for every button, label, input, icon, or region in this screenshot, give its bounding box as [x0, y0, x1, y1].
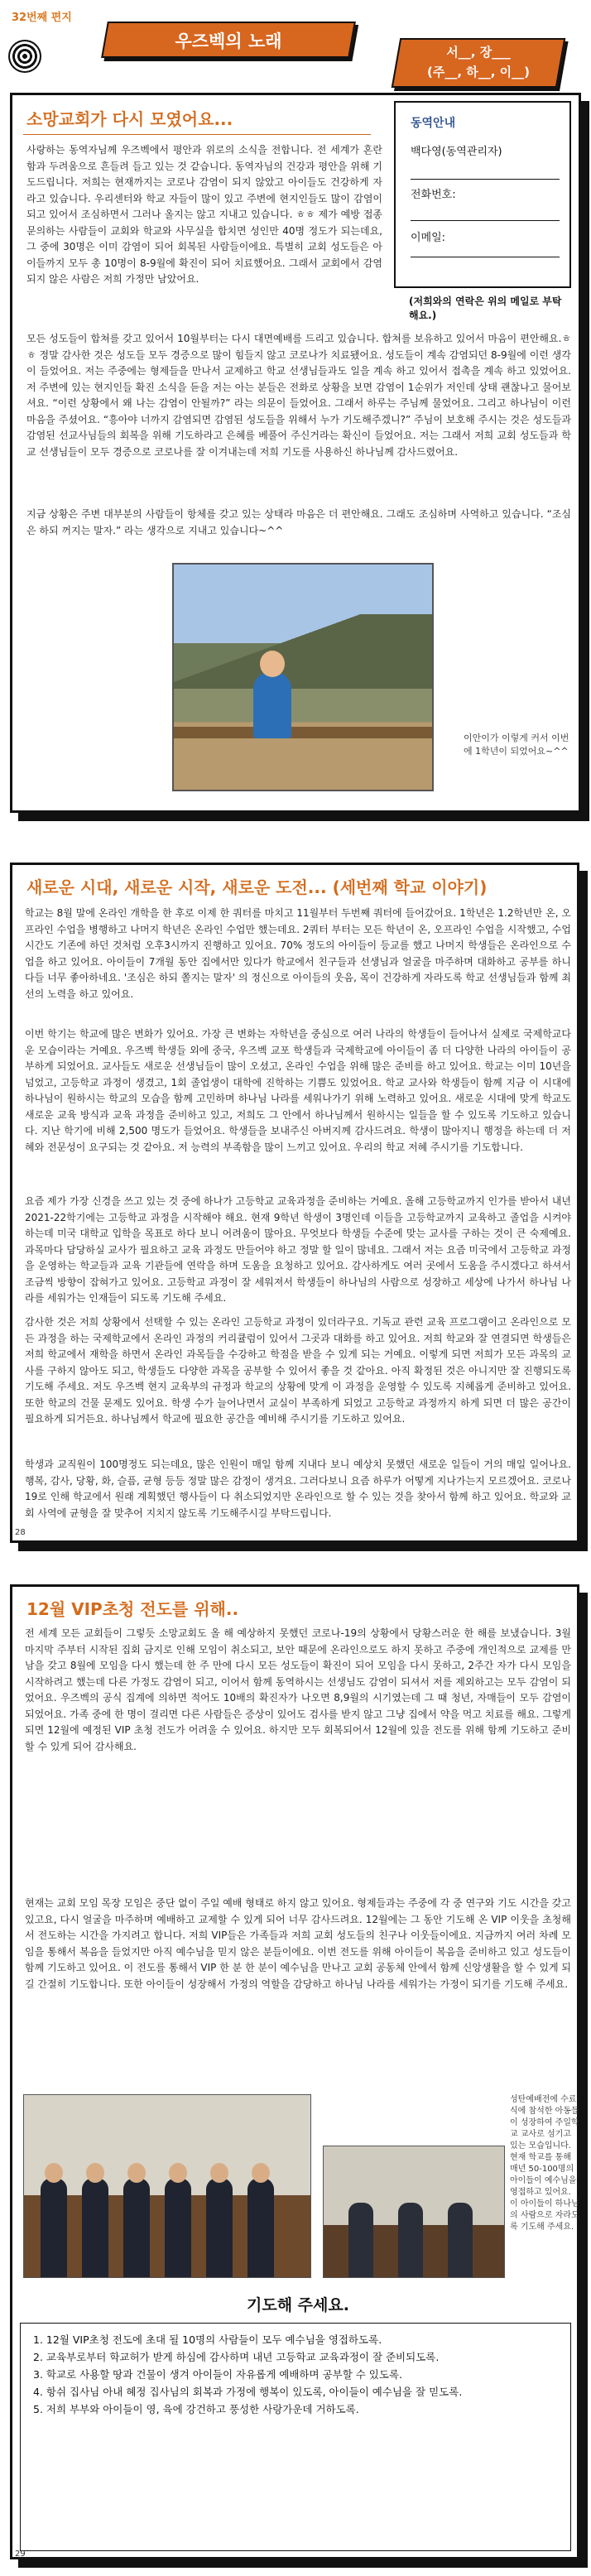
- section1-headline: 소망교회가 다시 모였어요...: [26, 109, 233, 129]
- prayer-item: 1. 12월 VIP초청 전도에 초대 될 10명의 사람들이 모두 예수님을 영접하도록.: [33, 2333, 382, 2346]
- page-title: 우즈벡의 노래: [175, 31, 282, 51]
- photo-child-head: [260, 651, 285, 677]
- section3-paragraph-2: 현재는 교회 모임 목장 모임은 중단 없이 주일 예배 형태로 하지 않고 있어요. 형제들과는 주중에 각 중 연구와 기도 시간을 갖고 있고요, 다시 얼굴을 마주하며 예배하고 교제할 수 있게 되어 너무 감사드려요. 12월에는 그 동안 기도해 온 VIP 이웃을 초청해서 전도하는 시간을 가지려고 합니다. 저희 VIP들은 가족들과 저희 교회 성도들의 친구나 이웃들이에요. 지금까지 여러 차례 모임을 통해서 복음을 들었지만 아직 예수님을 믿지 않은 분들이에요. 이번 전도를 위해 아이들이 복음을 준비하고 있고 성도들이 함께 기도하고 있어요. 이 전도를 통해서 VIP 한 분 한 분이 예수님을 만나고 교회 공동체 안에서 함께 신앙생활을 할 수 있게 되길 간절히 기도합니다. 또한 아이들이 성장해서 가정의 역할을 감당하고 하나님 나라를 세워가는 가정이 되기를 기도해 주세요.: [25, 1897, 571, 1990]
- headline-underline: [23, 134, 371, 135]
- section2-paragraph-3: 요즘 제가 가장 신경을 쓰고 있는 것 중에 하나가 고등학교 교육과정을 준비하는 거예요. 올해 고등학교까지 인가를 받아서 내년 2021-22학기에는 고등학교 과정을 시작해야 해요. 현재 9학년 학생이 3명인데 이들을 고등학교까지 교육하고 졸업을 시켜야 하는데 미국 대학교 입학을 목표로 하다 보니 어려움이 많아요. 무엇보다 학생들 수준에 맞는 교사를 구하는 것이 큰 숙제예요. 과목마다 담당하실 교사가 필요하고 교육 과정도 만들어야 하고 정말 할 일이 많네요. 그래서 저는 요즘 미국에서 고등학교 과정을 운영하는 학교들과 교육 기관들에 연락을 하며 도움을 요청하고 있어요. 감사하게도 여러 곳에서 도움을 주시겠다고 하셔서 조금씩 방향이 잡혀가고 있어요. 고등학교 과정이 잘 세워져서 학생들이 하나님의 사람으로 성장하고 세상에 나가서 하나님 나라를 세워가는 인재들이 되도록 기도해 주세요.: [25, 1195, 571, 1304]
- photo-face: [45, 2163, 63, 2183]
- photo-caption: 이안이가 이렇게 커서 이번에 1학년이 되었어요~^^: [464, 733, 569, 757]
- issue-tag: 32번째 편지: [12, 12, 72, 24]
- prayer-list: [33, 2331, 563, 2418]
- info-box: [394, 101, 571, 288]
- photo-person: [247, 2178, 274, 2277]
- photo-group-men: [23, 2094, 311, 2278]
- photo-person: [82, 2178, 108, 2277]
- photo-child: [253, 672, 291, 738]
- photo-person: [123, 2178, 150, 2277]
- info-divider: [411, 179, 560, 180]
- section1-paragraph-1: 사랑하는 동역자님께 우즈벡에서 평안과 위로의 소식을 전합니다. 전 세계가 혼란함과 두려움으로 흔들려 들고 있는 것 같습니다. 동역자님의 건강과 평안을 위해 기도드립니다. 저희는 현재까지는 코로나 감염이 되지 않았고 아이들도 건강하게 자라고 있습니다. 우리센터와 학교 자들이 많이 있고 주변에 현지인들도 많이 감염이 되고 있어서 조심하면서 그러나 올지는 않고 지내고 있습니다. ㅎㅎ 제가 예방 접종 문의하는 사람들이 교회와 학교와 사무실을 합치면 성인만 40명 정도가 되는데요, 그 중에 30명은 이미 감염이 되어 회복된 사람들이에요. 특별히 교회 성도들은 아이들까지 모두 총 10명이 8-9월에 확진이 되어 치료했어요. 그래서 교회에서 감염되지 않은 사람은 저희 가정만 남았어요.: [26, 144, 382, 285]
- section3-headline: 12월 VIP초청 전도를 위해..: [26, 1599, 239, 1619]
- author-children: (주__, 하__, 이__): [426, 65, 531, 79]
- photo-child-mountains: [172, 563, 434, 791]
- section1-paragraph-3: 지금 상황은 주변 대부분의 사람들이 항체를 갖고 있는 상태라 마음은 더 편안해요. 그래도 조심하며 사역하고 있습니다. “조심은 하되 꺼지는 말자.” 라는 생각으로 지내고 있습니다~^^: [26, 508, 571, 536]
- photo-mountains: [174, 614, 434, 689]
- info-phone: 전화번호:: [411, 189, 456, 201]
- author-names: 서__, 장___: [446, 45, 511, 60]
- section2-paragraph-1: 학교는 8월 말에 온라인 개학을 한 후로 이제 한 쿼터를 마치고 11월부터 두번째 쿼터에 들어갔어요. 1학년은 1.2학년만 온, 오프라인 수업을 병행하고 나머지 학년은 온라인 수업만 했는데요. 2쿼터 부터는 모든 학년이 온, 오프라인 수업을 시작했고, 수업 시간도 기존에 하던 것처럼 오후3시까지 진행하고 있어요. 70% 정도의 아이들이 등교를 했고 나머지 학생들은 온라인으로 수업을 하고 있어요. 아이들이 7개월 동안 집에서만 있다가 학교에서 친구들과 선생님과 얼굴을 마주하며 대화하고 공부를 하니 다들 너무 좋아하네요. '조심은 하되 쫄지는 말자' 의 정신으로 아이들의 웃음, 목이 건강하게 자라도록 학교 선생님들과 함께 최선의 노력을 하고 있어요.: [25, 907, 571, 1000]
- info-note: (저희와의 연락은 위의 메일로 부탁해요.): [409, 296, 562, 321]
- photo-face: [127, 2163, 146, 2183]
- photo-person: [41, 2178, 67, 2277]
- section1-paragraph-2: 모든 성도들이 합쳐를 갖고 있어서 10월부터는 다시 대면예배를 드리고 있습니다. 합쳐를 보유하고 있어서 마음이 편안해요.ㅎㅎ 정말 감사한 것은 성도들 모두 경증으로 많이 힘들지 않고 코로나가 치료됐어요. 성도들이 계속 감염되던 8-9월에 이런 생각이 들었어요. 저는 주중에는 형제들을 만나서 교제하고 학교 선생님들과도 일을 계속 하고 있어서 접촉을 계속 하고 있었어요. 저 주변에 있는 현지인들 확진 소식을 듣을 저는 아는 분들은 전화로 상황을 보면 감염이 1순위가 저인데 상태 괜찮나고 물어보셔요. “이런 상황에서 왜 나는 감염이 안될까?” 라는 의문이 들었어요. 그래서 하루는 주님께 물었어요. 그리고 하나님이 이런 마음을 주셨어요. “흥아야 너까지 감염되면 감염된 성도들을 위해서 누가 기도해주겠니?” 주님이 보호해 주시는 것은 성도들과 감염된 선교사님들의 회복을 위해 기도하라고 은혜를 베풀어 주신거라는 확신이 들었어요. 저는 그래서 저희 교회 성도들과 학교 선생님들이 모두 경증으로 코로나를 잘 이겨내는데 저희 기도를 사용하신 하나님께 감사드렸어요.: [26, 333, 571, 458]
- photo-face: [252, 2163, 270, 2183]
- author-banner: [396, 38, 561, 88]
- prayer-item: 3. 학교로 사용할 땅과 건물이 생겨 아이들이 자유롭게 예배하며 공부할 수 있도록.: [33, 2368, 403, 2381]
- photo-person: [398, 2203, 423, 2277]
- section2-headline: 새로운 시대, 새로운 시작, 새로운 도전... (세번째 학교 이야기): [26, 877, 488, 897]
- photo-railing: [174, 727, 434, 738]
- prayer-item: 5. 저희 부부와 아이들이 영, 육에 강건하고 풍성한 사랑가운데 거하도록.: [33, 2403, 359, 2415]
- section2-paragraph-5: 학생과 교직원이 100명정도 되는데요, 많은 인원이 매일 함께 지내다 보니 예상치 못했던 새로운 일들이 거의 매일 일어나요. 행복, 감사, 당황, 화, 슬픔, 균형 등등 정말 많은 감정이 생겨요. 그러다보니 요즘 하루가 어떻게 지나가는지 모르겠어요. 코로나 19로 인해 학교에서 원래 계획했던 행사들이 다 취소되었지만 온라인으로 할 수 있는 것을 찾아서 함께 하고 있어요. 학교와 교회 사역에 균형을 잘 맞추어 지치지 않도록 기도해주시길 부탁드립니다.: [25, 1459, 571, 1519]
- prayer-title: 기도해 주세요.: [247, 2296, 349, 2314]
- info-account: 백다영(동역관리자): [411, 146, 502, 158]
- photo-person: [206, 2178, 233, 2277]
- photo-person: [348, 2203, 373, 2277]
- photo-face: [210, 2163, 228, 2183]
- photo-face: [169, 2163, 187, 2183]
- info-email: 이메일:: [411, 232, 446, 244]
- info-title: 동역안내: [411, 117, 456, 130]
- photo-person: [448, 2203, 473, 2277]
- photo-person: [165, 2178, 191, 2277]
- photo-face: [86, 2163, 104, 2183]
- photo-group-hall: [323, 2146, 505, 2278]
- prayer-item: 2. 교육부로부터 학교허가 받게 하심에 감사하며 내년 고등학교 교육과정이 잘 준비되도록.: [33, 2351, 440, 2363]
- section2-paragraph-4: 감사한 것은 저희 상황에서 선택할 수 있는 온라인 고등학교 과정이 있더라구요. 기독교 관련 교육 프로그램이고 온라인으로 모든 과정을 하는 국제학교에서 온라인 과정의 커리큘럼이 있어서 그곳과 대화를 하고 있어요. 저희 학교와 잘 연결되면 학생들은 저희 학교에서 재학을 하면서 온라인 과목들을 수강하고 학점을 받을 수 있게 되는 거예요. 이렇게 되면 저희가 모든 과목의 교사를 구하지 않아도 되고, 학생들도 다양한 과목을 공부할 수 있어서 좋을 것 같아요. 아직 확정된 것은 아니지만 잘 진행되도록 기도해 주세요. 저도 우즈벡 현지 교육부의 규정과 학교의 상황에 맞게 이 과정을 운영할 수 있도록 지혜롭게 준비하고 있어요. 또한 학교의 건물 문제도 있어요. 학생 수가 늘어나면서 교실이 부족하게 되었고 고등학교 과정까지 하게 되면 더 많은 공간이 필요하게 되거든요. 하나님께서 학교에 필요한 공간을 예비해 주시기를 기도하고 있어요.: [25, 1316, 571, 1425]
- section3-paragraph-1: 전 세계 모든 교회들이 그렇듯 소망교회도 올 해 예상하지 못했던 코로나-19의 상황에서 당황스러운 한 해를 보냈습니다. 3월 마지막 주부터 시작된 집회 금지로 인해 모임이 취소되고, 보안 때문에 온라인으로도 하지 못하고 주중에 개인적으로 교제를 만남을 갖고 8월에 모임을 다시 했는데 한 주 만에 다시 모든 성도들이 확진이 되어 모임을 다시 못하고, 2주간 자가 다시 모임을 시작하려고 했는데 다른 가정도 감염이 되고, 이어서 함께 동역하시는 선생님도 감염이 되셔서 저를 제외하고는 모두 감염이 되었어요. 우즈벡의 공식 집계에 의하면 적어도 10배의 확진자가 나오면 8,9월의 시기였는데 그 때 청년, 자매들이 모두 감염이 되었어요. 가족 중에 한 명이 걸리면 다른 사람들은 증상이 있어도 검사를 받지 않고 그냥 집에서 약을 먹고 치료를 해요. 그렇게 되면 12월에 예정된 VIP 초청 전도가 어려울 수 있어요. 하지만 모두 회복되어서 12월에 있을 전도를 위해 함께 기도하고 준비할 수 있게 되어 감사해요.: [25, 1627, 571, 1752]
- title-banner: [104, 22, 365, 63]
- spiral-icon: [8, 40, 41, 73]
- info-divider: [411, 220, 560, 221]
- photo-caption: 성탄예배전에 수료식에 참석한 아동들이 성장하여 주일학교 교사로 섬기고 있는 모습입니다. 현재 학교를 통해 매년 50-100명의 아이들이 예수님을 영접하고 있어요. 이 아이들이 하나님의 사람으로 자라도록 기도해 주세요.: [510, 2095, 579, 2232]
- section2-paragraph-2: 이번 학기는 학교에 많은 변화가 있어요. 가장 큰 변화는 자학년을 중심으로 여러 나라의 학생들이 들어나서 실제로 국제학교다운 모습이라는 거예요. 우즈벡 학생들 외에 중국, 우즈벡 교포 학생들과 국제학교에 아이들이 좀 더 다양한 나라의 아이들이 공부하게 되었어요. 교사들도 새로운 선생님들이 많이 오셨고, 온라인 수업을 위해 많은 준비를 하고 있어요. 학교는 이미 10년을 넘었고, 고등학교 과정이 생겼고, 1회 졸업생이 대학에 진학하는 기쁨도 있었어요. 학교 교사와 학생들이 함께 지금 이 시대에 하나님이 원하시는 학교의 모습을 함께 고민하며 하나님 나라를 세워나가기 위해 노력하고 있어요. 새로운 시대에 맞게 학교도 새로운 교육 방식과 교육 과정을 준비하고 있고, 저희도 그 안에서 하나님께서 원하시는 일들을 할 수 있도록 기도하고 있습니다. 지난 학기에 비해 2,500 명도가 들었어요. 학생들을 보내주신 아버지께 감사드려요. 학생이 많아지니 행정을 하는데 더 저혜와 전문성이 요구되는 것 같아요. 저 능력의 부족함을 많이 느끼고 있어요. 우리의 학교 저혜 주시기를 기도합니다.: [25, 1028, 571, 1153]
- prayer-item: 4. 항쉬 집사님 아내 혜정 집사님의 회복과 가정에 행복이 있도록, 아이들이 예수님을 잘 믿도록.: [33, 2386, 463, 2398]
- page-number: 28: [15, 1528, 26, 1537]
- page-number: 29: [15, 2550, 26, 2559]
